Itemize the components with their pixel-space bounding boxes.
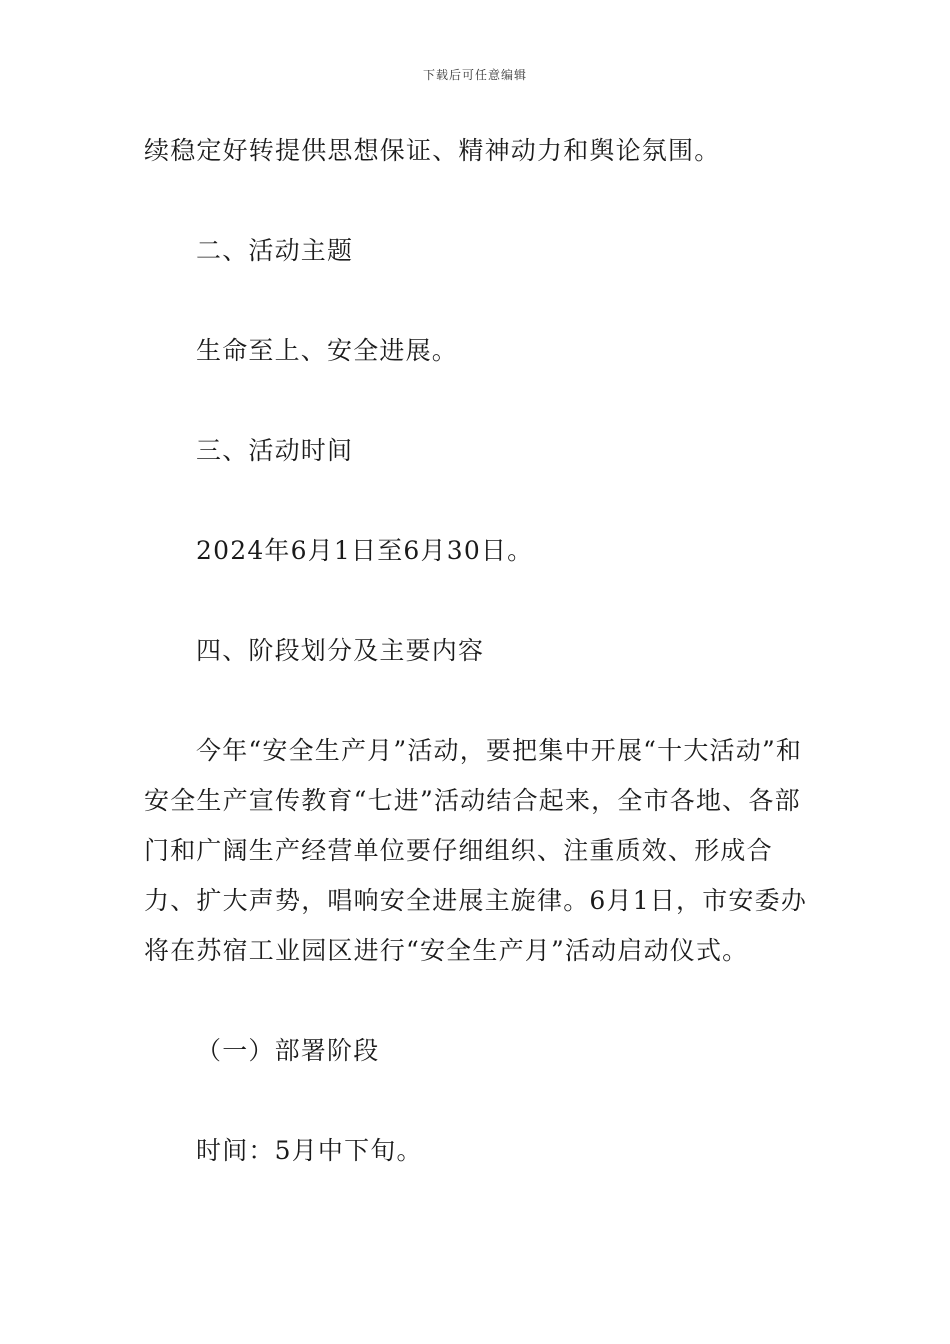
paragraph-theme: 生命至上、安全进展。 [196, 336, 459, 365]
document-body [144, 126, 808, 1176]
paragraph-gap [144, 576, 808, 626]
paragraph-gap [144, 176, 808, 226]
paragraph-continuation: 续稳定好转提供思想保证、精神动力和舆论氛围。 [144, 136, 721, 165]
paragraph-gap [144, 976, 808, 1026]
paragraph-gap [144, 1076, 808, 1126]
paragraph-gap [144, 376, 808, 426]
paragraph-gap [144, 676, 808, 726]
paragraph-stages: 今年“安全生产月”活动，要把集中开展“十大活动”和安全生产宣传教育“七进”活动结合起来，全市各地、各部门和广阔生产经营单位要仔细组织、注重质效、形成合力、扩大声势，唱响安全进展主旋律。6月1日，市安委办将在苏宿工业园区进行“安全生产月”活动启动仪式。 [144, 736, 808, 965]
paragraph-deployment-time: 时间：5月中下旬。 [196, 1136, 423, 1165]
paragraph-gap [144, 476, 808, 526]
section-heading-theme: 二、活动主题 [196, 236, 354, 265]
paragraph-gap [144, 276, 808, 326]
section-heading-stages: 四、阶段划分及主要内容 [196, 636, 485, 665]
section-heading-time: 三、活动时间 [196, 436, 354, 465]
subsection-heading-deployment: （一）部署阶段 [196, 1036, 380, 1065]
page-header-note: 下载后可任意编辑 [422, 68, 527, 82]
paragraph-time: 2024年6月1日至6月30日。 [196, 536, 534, 565]
